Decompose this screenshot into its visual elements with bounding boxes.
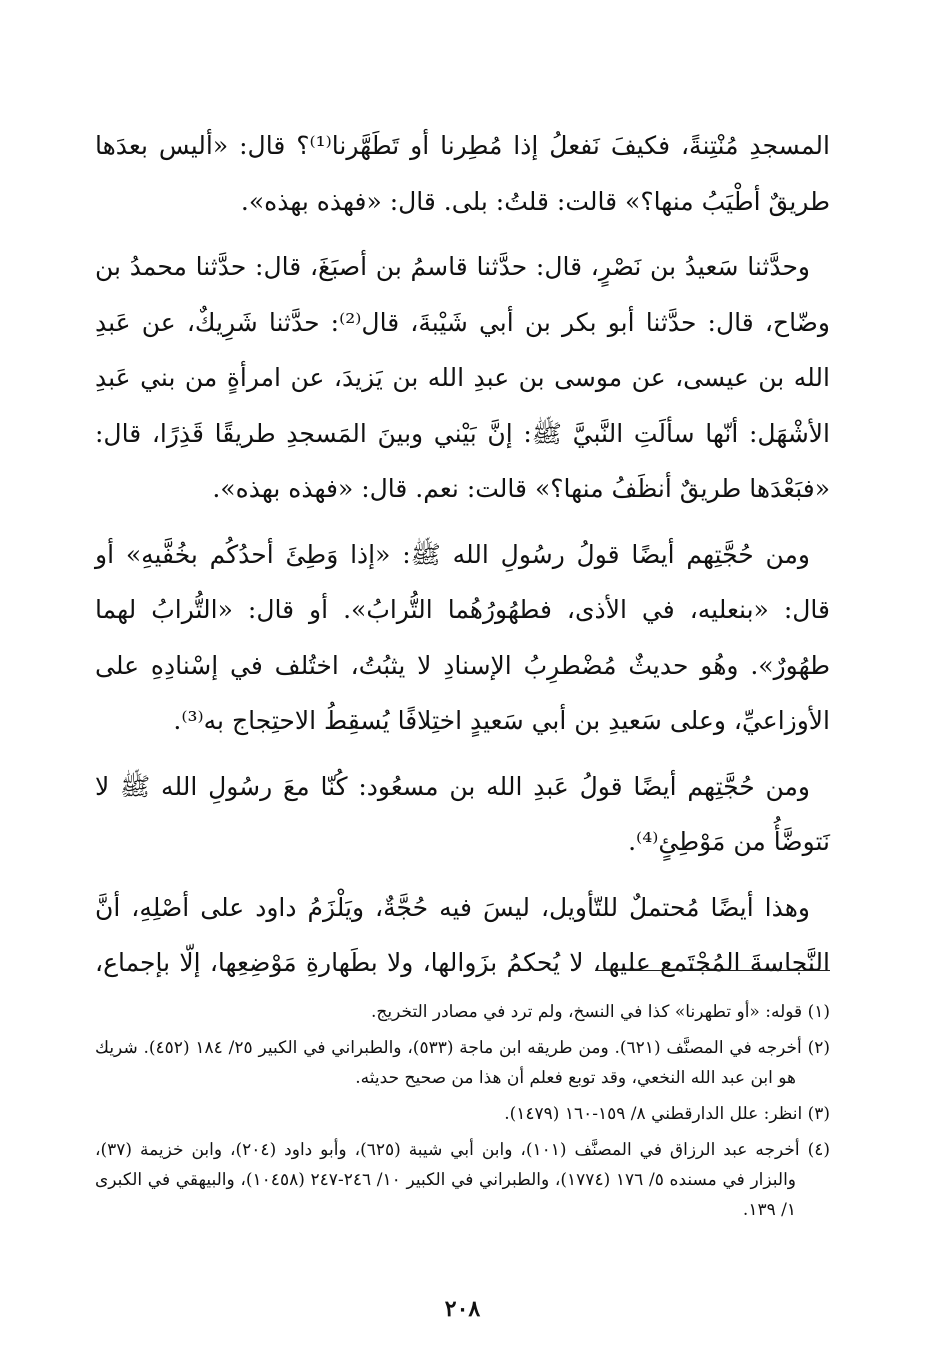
paragraph-3: ومن حُجَّتِهم أيضًا قولُ رسُولِ الله ﷺ: «إذا وَطِئَ أحدُكُم بخُفَّيهِ» أو قال: «بنعليه، في الأذى، فطهُورُهُما التُّرابُ». أو قال: «التُّرابُ لهما طهُورٌ». وهُو حديثٌ مُضْطرِبُ الإسنادِ لا يثبُتُ، اختُلف في إسْنادِهِ على الأوزاعيِّ، وعلى سَعيدِ بن أبي سَعيدٍ اختِلافًا يُسقِطُ الاحتِجاج به⁽³⁾. <box>95 539 830 735</box>
footnote-2: (٢) أخرجه في المصنَّف (٦٢١). ومن طريقه ابن ماجة (٥٣٣)، والطبراني في الكبير ٢٥/ ١٨٤ (٤٥٢). شريك هو ابن عبد الله النخعي، وقد توبع فعلم أن هذا من صحيح حديثه. <box>95 1038 830 1088</box>
paragraph-2: وحدَّثنا سَعيدُ بن نَصْرٍ، قال: حدَّثنا قاسمُ بن أصبَغَ، قال: حدَّثنا محمدُ بن وضّاح، قال: حدَّثنا أبو بكر بن أبي شَيْبةَ، قال⁽²⁾: حدَّثنا شَرِيكٌ، عن عَبدِ الله بن عيسى، عن موسى بن عبدِ الله بن يَزيدَ، عن امرأةٍ من بني عَبدِ الأشْهَل: أنّها سألَتِ النَّبيَّ ﷺ: إنَّ بَيْني وبينَ المَسجدِ طريقًا قَذِرًا، قال: «فبَعْدَها طريقٌ أنظَفُ منها؟» قالت: نعم. قال: «فهذه بهذه». <box>95 252 830 503</box>
footnote-separator <box>595 970 830 971</box>
footnote-3: (٣) انظر: علل الدارقطني ٨/ ١٥٩-١٦٠ (١٤٧٩). <box>504 1104 830 1124</box>
paragraph-1: المسجدِ مُنْتِنةً، فكيفَ نَفعلُ إذا مُطِرنا أو تَطَهَّرنا⁽¹⁾؟ قال: «أليس بعدَها طريقٌ أطْيَبُ منها؟» قالت: قلتُ: بلى. قال: «فهذه بهذه». <box>95 131 830 216</box>
footnote-1: (١) قوله: «أو تطهرنا» كذا في النسخ، ولم ترد في مصادر التخريج. <box>370 1002 830 1022</box>
main-text <box>95 118 830 1001</box>
page-number: ٢٠٨ <box>444 1296 481 1322</box>
paragraph-4: ومن حُجَّتِهم أيضًا قولُ عَبدِ الله بن مسعُود: كُنّا معَ رسُولِ الله ﷺ لا نَتوضَّأُ من مَوْطِئٍ⁽⁴⁾. <box>95 771 830 856</box>
paragraph-5: وهذا أيضًا مُحتملٌ للتّأويل، ليسَ فيه حُجَّةٌ، ويَلْزَمُ داود على أصْلِهِ، أنَّ النَّجاسةَ المُجْتَمع عليها، لا يُحكمُ بزَوالها، ولا بطَهارةِ مَوْضِعِها، إلّا بإجماع، <box>95 892 830 977</box>
footnotes <box>95 997 830 1231</box>
footnote-4: (٤) أخرجه عبد الرزاق في المصنَّف (١٠١)، وابن أبي شيبة (٦٢٥)، وأبو داود (٢٠٤)، وابن خزيمة (٣٧)، والبزار في مسنده ٥/ ١٧٦ (١٧٧٤)، والطبراني في الكبير ١٠/ ٢٤٦-٢٤٧ (١٠٤٥٨)، والبيهقي في الكبرى ١/ ١٣٩. <box>95 1140 830 1220</box>
